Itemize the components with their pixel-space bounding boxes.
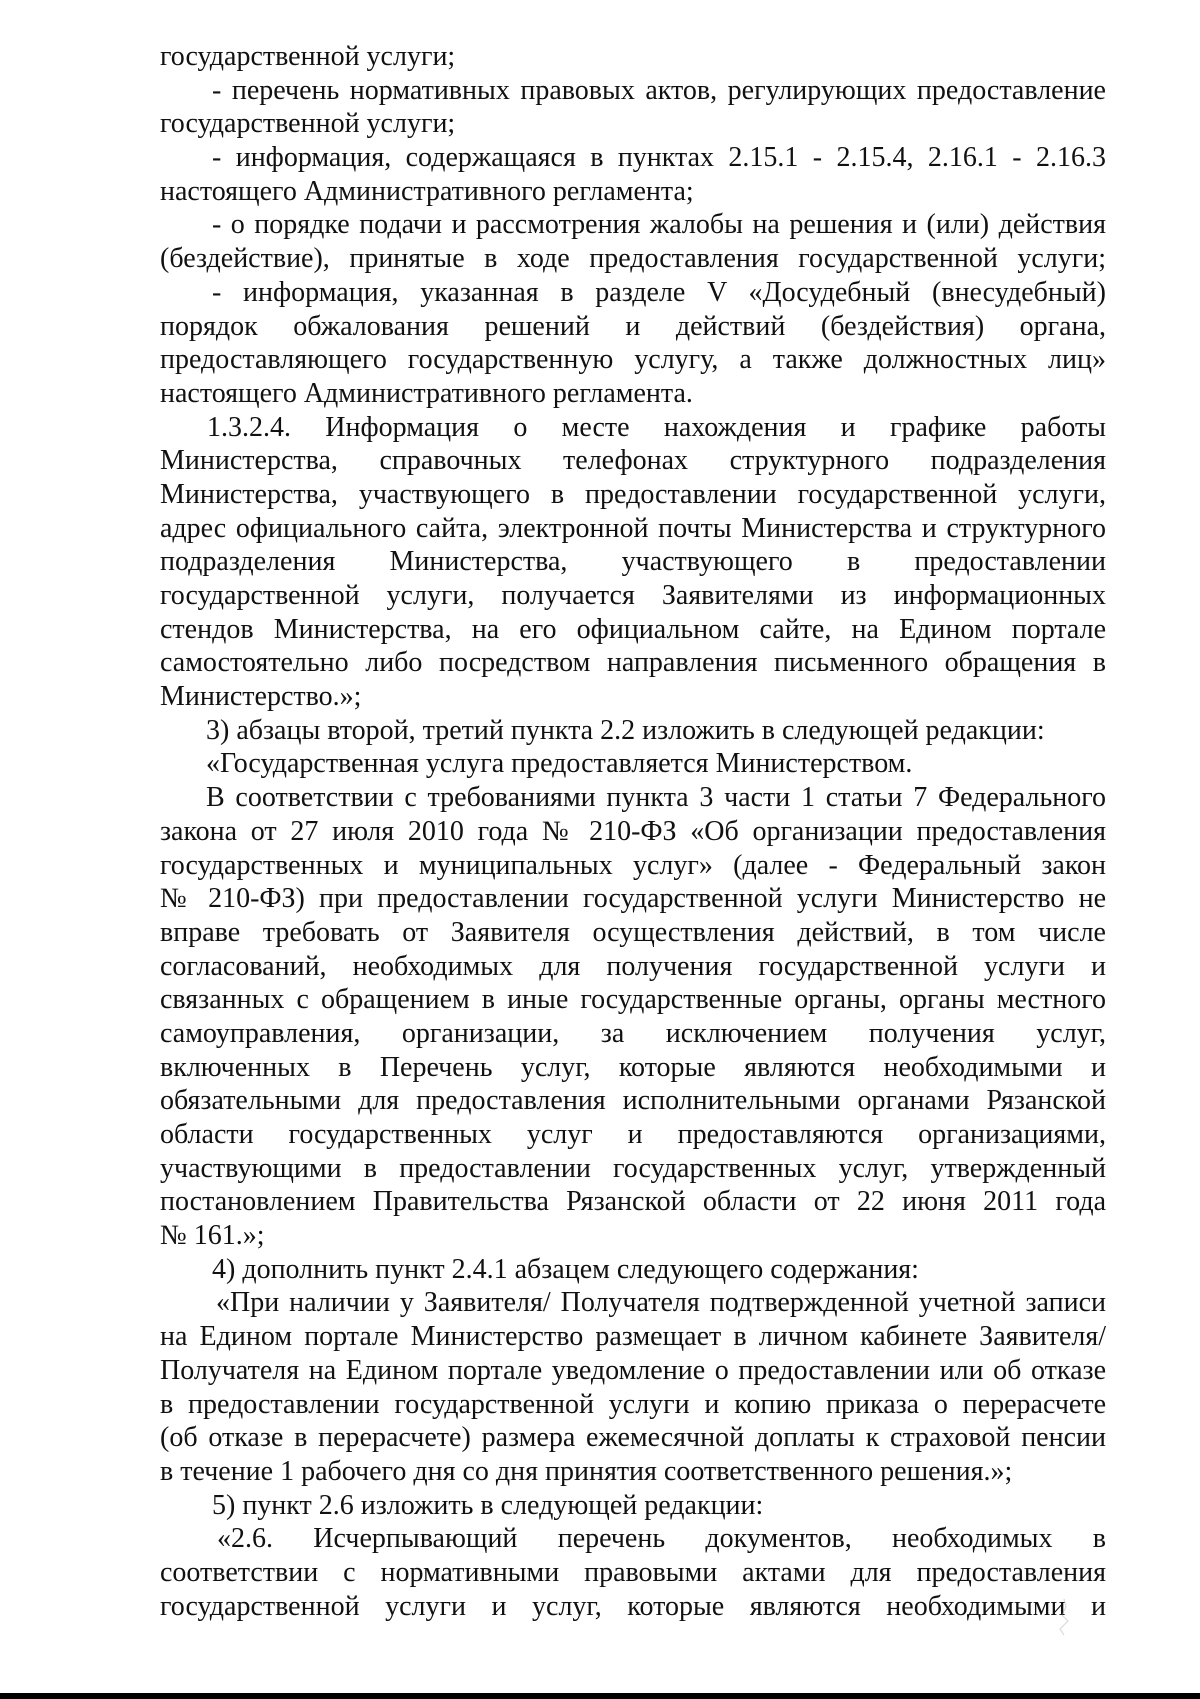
text-line: адрес официального сайта, электронной почты Министерства и структурного (160, 512, 1106, 544)
text-line: настоящего Административного регламента. (160, 377, 693, 409)
text-line: в течение 1 рабочего дня со дня принятия соответственного решения.»; (160, 1455, 1013, 1487)
text-line: подразделения Министерства, участвующего в предоставлении (160, 546, 1106, 578)
text-line: 4) дополнить пункт 2.4.1 абзацем следующего содержания: (212, 1253, 919, 1285)
document-page (160, 40, 1106, 1623)
text-line: - перечень нормативных правовых актов, регулирующих предоставление (212, 74, 1106, 106)
scan-border (0, 1693, 1200, 1699)
text-line: - информация, указанная в разделе V «Досудебный (внесудебный) (212, 276, 1106, 308)
text-line: 1.3.2.4. Информация о месте нахождения и графике работы (207, 411, 1106, 443)
text-line: участвующими в предоставлении государственных услуг, утвержденный (160, 1152, 1106, 1184)
text-line: № 161.»; (160, 1220, 265, 1252)
text-line: в предоставлении государственной услуги и копию приказа о перерасчете (160, 1388, 1106, 1420)
scan-artifact (1050, 1597, 1076, 1637)
text-line: самоуправления, организации, за исключением получения услуг, (160, 1017, 1106, 1049)
text-line: самостоятельно либо посредством направления письменного обращения в (160, 647, 1106, 679)
text-line: 3) абзацы второй, третий пункта 2.2 изложить в следующей редакции: (206, 714, 1045, 746)
text-line: на Едином портале Министерство размещает в личном кабинете Заявителя/ (160, 1321, 1106, 1353)
text-line: соответствии с нормативными правовыми актами для предоставления (160, 1556, 1106, 1588)
text-line: связанных с обращением в иные государственные органы, органы местного (160, 984, 1106, 1016)
text-line: Министерства, справочных телефонах структурного подразделения (160, 445, 1106, 477)
text-line: обязательными для предоставления исполнительными органами Рязанской (160, 1085, 1106, 1117)
text-line: «Государственная услуга предоставляется Министерством. (206, 748, 913, 780)
text-line: В соответствии с требованиями пункта 3 части 1 статьи 7 Федерального (206, 782, 1106, 814)
text-line: Министерства, участвующего в предоставлении государственной услуги, (160, 478, 1106, 510)
text-line: государственной услуги; (160, 41, 456, 72)
text-line: порядок обжалования решений и действий (бездействия) органа, (160, 310, 1106, 342)
text-line: «2.6. Исчерпывающий перечень документов, необходимых в (217, 1523, 1106, 1555)
text-line: государственной услуги и услуг, которые являются необходимыми и (160, 1590, 1106, 1622)
text-line: постановлением Правительства Рязанской области от 22 июня 2011 года (160, 1186, 1106, 1218)
text-line: государственной услуги, получается Заявителями из информационных (160, 580, 1106, 611)
text-line: области государственных услуг и предоставляются организациями, (160, 1119, 1106, 1150)
text-line: 5) пункт 2.6 изложить в следующей редакции: (212, 1489, 764, 1521)
text-line: настоящего Административного регламента; (160, 175, 694, 207)
text-line: включенных в Перечень услуг, которые являются необходимыми и (160, 1051, 1106, 1083)
text-line: государственных и муниципальных услуг» (далее - Федеральный закон (160, 849, 1106, 881)
text-line: - о порядке подачи и рассмотрения жалобы на решения и (или) действия (212, 209, 1106, 241)
text-line: «При наличии у Заявителя/ Получателя подтвержденной учетной записи (216, 1287, 1106, 1319)
text-line: предоставляющего государственную услугу, а также должностных лиц» (160, 344, 1106, 376)
text-line: Министерство.»; (160, 681, 362, 713)
text-line: (бездействие), принятые в ходе предоставления государственной услуги; (160, 243, 1106, 275)
text-line: государственной услуги; (160, 108, 456, 140)
text-line: стендов Министерства, на его официальном сайте, на Едином портале (160, 613, 1106, 645)
text-line: (об отказе в перерасчете) размера ежемесячной доплаты к страховой пенсии (160, 1422, 1106, 1454)
text-line: № 210-ФЗ) при предоставлении государственной услуги Министерство не (160, 883, 1106, 915)
text-line: вправе требовать от Заявителя осуществления действий, в том числе (160, 916, 1106, 948)
text-line: закона от 27 июля 2010 года № 210-ФЗ «Об организации предоставления (160, 815, 1106, 847)
text-line: - информация, содержащаяся в пунктах 2.15.1 - 2.15.4, 2.16.1 - 2.16.3 (212, 142, 1106, 174)
text-line: согласований, необходимых для получения государственной услуги и (160, 950, 1106, 982)
text-line: Получателя на Едином портале уведомление о предоставлении или об отказе (160, 1354, 1106, 1386)
